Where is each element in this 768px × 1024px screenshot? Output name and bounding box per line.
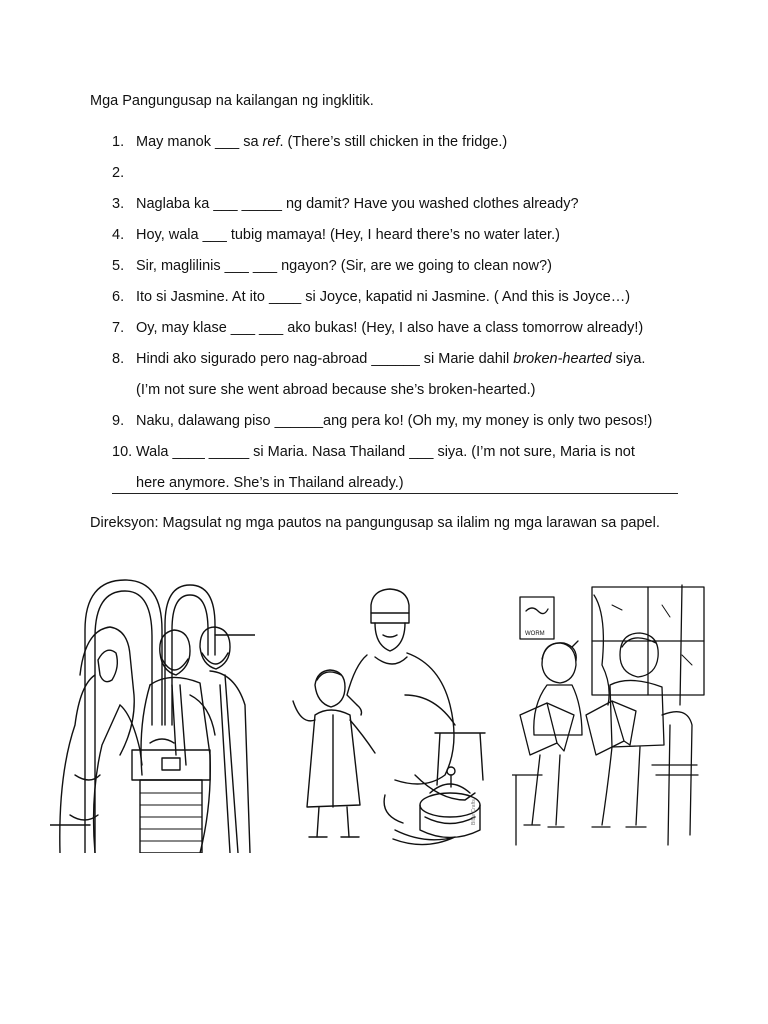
item-sentence: Naglaba ka ___ _____ ng damit? Have you washed clothes already? bbox=[136, 196, 579, 212]
item-number: 2. bbox=[112, 165, 125, 181]
illustration-mother-and-child bbox=[275, 575, 495, 853]
directions-text: Direksyon: Magsulat ng mga pautos na pangungusap sa ilalim ng mga larawan sa papel. bbox=[90, 515, 660, 531]
item-number: 6. bbox=[112, 289, 125, 305]
item-sentence: Sir, maglilinis ___ ___ ngayon? (Sir, are we going to clean now?) bbox=[136, 258, 552, 274]
item-sentence: Oy, may klase ___ ___ ako bukas! (Hey, I also have a class tomorrow already!) bbox=[136, 320, 644, 336]
watermark-text: Bible Crafts bbox=[471, 799, 477, 825]
item-sentence: Naku, dalawang piso ______ang pera ko! (Oh my, my money is only two pesos!) bbox=[136, 413, 653, 429]
item-sentence: here anymore. She’s in Thailand already.) bbox=[136, 475, 404, 491]
wall-sign-text: WORM bbox=[525, 631, 545, 637]
item-sentence: Hoy, wala ___ tubig mamaya! (Hey, I heard there’s no water later.) bbox=[136, 227, 560, 243]
item-sentence: Ito si Jasmine. At ito ____ si Joyce, kapatid ni Jasmine. ( And this is Joyce…) bbox=[136, 289, 631, 305]
item-sentence: (I’m not sure she went abroad because she’s broken-hearted.) bbox=[136, 382, 536, 398]
illustration-temple-offering bbox=[50, 575, 255, 853]
item-number: 3. bbox=[112, 196, 125, 212]
item-sentence: Wala ____ _____ si Maria. Nasa Thailand ___ siya. (I’m not sure, Maria is not bbox=[136, 444, 635, 460]
item-number: 5. bbox=[112, 258, 125, 274]
item-number: 4. bbox=[112, 227, 125, 243]
item-number: 7. bbox=[112, 320, 125, 336]
illustration-children-reading bbox=[512, 575, 707, 853]
worksheet-heading: Mga Pangungusap na kailangan ng ingklitik. bbox=[90, 93, 374, 109]
item-number: 1. bbox=[112, 134, 125, 150]
item-number: 9. bbox=[112, 413, 125, 429]
item-sentence: May manok ___ sa ref. (There’s still chicken in the fridge.) bbox=[136, 134, 508, 150]
answer-underline bbox=[112, 493, 678, 494]
item-number: 10. bbox=[112, 444, 133, 460]
item-sentence: Hindi ako sigurado pero nag-abroad ______ si Marie dahil broken-hearted siya. bbox=[136, 351, 646, 367]
item-number: 8. bbox=[112, 351, 125, 367]
